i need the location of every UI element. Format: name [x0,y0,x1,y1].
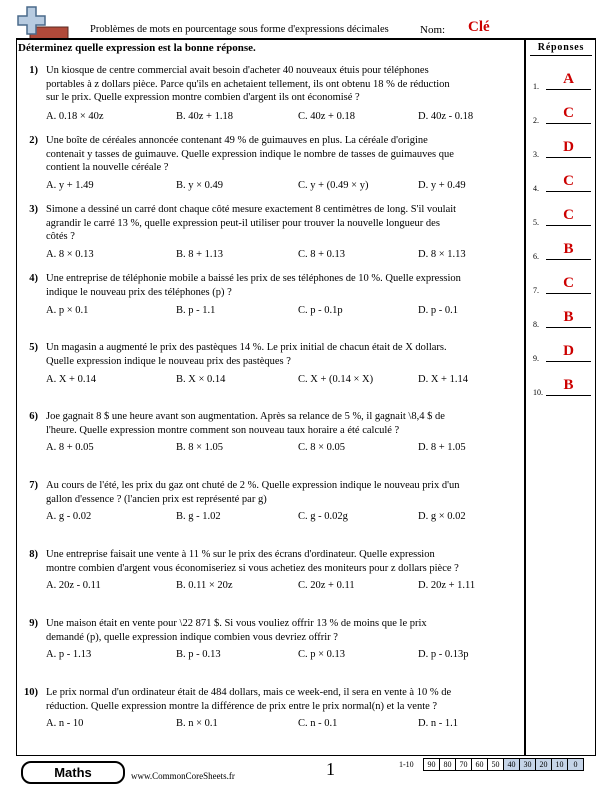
instructions: Déterminez quelle expression est la bonne réponse. [18,42,256,54]
choice-c[interactable]: C. X + (0.14 × X) [298,374,374,385]
question-text [46,64,520,105]
answer-number: 2. [533,116,539,125]
answer-row [527,199,595,229]
score-range-label: 1-10 [399,760,414,769]
score-cell: 30 [519,758,536,771]
answer-number: 4. [533,184,539,193]
choices [46,579,520,593]
question-line: Au cours de l'été, les prix du gaz ont chuté de 2 %. Quelle expression indique le nouveau prix d'un [46,480,460,491]
choice-b[interactable]: B. g - 1.02 [176,511,221,522]
choice-b[interactable]: B. y × 0.49 [176,180,224,191]
question-text [46,134,520,175]
choice-d[interactable]: D. 20z + 1.11 [418,580,476,591]
choice-b[interactable]: B. 40z + 1.18 [176,111,233,122]
choice-a[interactable]: A. g - 0.02 [46,511,92,522]
question-line: Simone a dessiné un carré dont chaque côté mesure exactement 8 centimètres de long. S'il voulait [46,204,457,215]
name-label: Nom: [420,24,446,36]
question-number: 7) [29,480,38,491]
choices [46,717,520,731]
question-text [46,548,520,575]
answer-line[interactable] [546,123,591,124]
choices [46,179,520,193]
answer-line[interactable] [546,293,591,294]
question-line: contient la nouvelle céréale ? [46,162,169,173]
answer-row [527,267,595,297]
answer-letter: B [563,241,574,257]
choice-a[interactable]: A. n - 10 [46,718,84,729]
choice-b[interactable]: B. 0.11 × 20z [176,580,233,591]
answer-row [527,165,595,195]
question-number: 9) [29,618,38,629]
answer-letter: D [563,139,574,155]
score-cell: 50 [487,758,504,771]
answer-letter: C [563,207,574,223]
question-line: Une maison était en vente pour \22 871 $. Si vous vouliez offrir 13 % de moins que le prix [46,618,427,629]
choice-a[interactable]: A. 8 + 0.05 [46,442,94,453]
question-text [46,617,520,644]
question-line: portables à z dollars pièce. Parce qu'ils en achetaient tellement, ils ont obtenu 18 % de réduction [46,78,450,90]
answer-line[interactable] [546,157,591,158]
choice-b[interactable]: B. p - 0.13 [176,649,221,660]
choice-b[interactable]: B. 8 × 1.05 [176,442,224,453]
answer-key-label: Clé [468,19,490,35]
score-cell: 40 [503,758,520,771]
choice-b[interactable]: B. 8 + 1.13 [176,249,224,260]
choice-a[interactable]: A. 20z - 0.11 [46,580,101,591]
choice-b[interactable]: B. n × 0.1 [176,718,218,729]
answer-number: 1. [533,82,539,91]
page-number: 1 [326,759,335,779]
answer-row [527,233,595,263]
answer-row [527,97,595,127]
score-table [424,758,584,770]
score-cell: 70 [455,758,472,771]
answer-letter: B [563,377,574,393]
question-line: demandé (p), quelle expression indique combien vous devriez offrir ? [46,631,338,643]
answer-number: 7. [533,286,539,295]
answer-column [527,40,595,756]
choice-d[interactable]: D. g × 0.02 [418,511,466,522]
worksheet-title: Problèmes de mots en pourcentage sous forme d'expressions décimales [90,24,389,35]
answer-number: 5. [533,218,539,227]
choice-b[interactable]: B. X × 0.14 [176,374,226,385]
choice-c[interactable]: C. n - 0.1 [298,718,338,729]
choice-d[interactable]: D. y + 0.49 [418,180,466,191]
question-line: indique le nouveau prix des téléphones (p) ? [46,286,232,298]
question-number: 8) [29,549,38,560]
choice-b[interactable]: B. p - 1.1 [176,305,216,316]
choice-a[interactable]: A. X + 0.14 [46,374,96,385]
score-cell: 60 [471,758,488,771]
question-line: côtés ? [46,231,75,242]
choice-c[interactable]: C. 20z + 0.11 [298,580,355,591]
choice-c[interactable]: C. p - 0.1p [298,305,343,316]
answers-heading-rule [530,55,592,56]
question-line: Un magasin a augmenté le prix des pastèques 14 %. Le prix initial de chacun était de X dollars. [46,342,447,353]
choice-d[interactable]: D. 8 + 1.05 [418,442,466,453]
question-line: Joe gagnait 8 $ une heure avant son augmentation. Après sa relance de 5 %, il gagnait \8,4 $ de [46,411,445,422]
answer-number: 9. [533,354,539,363]
answer-letter: C [563,173,574,189]
choice-a[interactable]: A. p - 1.13 [46,649,92,660]
question-text [46,341,520,368]
answer-line[interactable] [546,89,591,90]
question-text [46,203,520,244]
score-cell: 10 [551,758,568,771]
answer-row [527,131,595,161]
choice-c[interactable]: C. 40z + 0.18 [298,111,355,122]
choice-a[interactable]: A. 0.18 × 40z [46,111,104,122]
score-cell: 80 [439,758,456,771]
choices [46,304,520,318]
question-number: 10) [24,687,38,698]
question-text [46,410,520,437]
question-line: Le prix normal d'un ordinateur était de 484 dollars, mais ce week-end, il sera en vente à 10 % de [46,687,452,698]
question-line: agrandir le carré 13 %, quelle expression peut-il utiliser pour trouver la nouvelle longueur des [46,217,440,229]
choice-d[interactable]: D. 8 × 1.13 [418,249,466,260]
answer-letter: B [563,309,574,325]
choices [46,648,520,662]
answer-number: 3. [533,150,539,159]
choice-d[interactable]: D. p - 0.1 [418,305,458,316]
question-line: l'heure. Quelle expression montre comment son nouveau taux horaire a été calculé ? [46,424,400,436]
question-line: Une entreprise faisait une vente à 11 % sur le prix des écrans d'ordinateur. Quelle expression [46,549,435,560]
answer-letter: A [563,71,574,87]
choice-d[interactable]: D. X + 1.14 [418,374,468,385]
score-cell: 0 [567,758,584,771]
question-line: réduction. Quelle expression montre la différence de prix entre le prix normal(n) et la vente ? [46,700,438,712]
question-number: 2) [29,135,38,146]
answer-row [527,301,595,331]
answer-line[interactable] [546,225,591,226]
choice-d[interactable]: D. p - 0.13p [418,649,469,660]
answer-row [527,63,595,93]
answer-letter: C [563,105,574,121]
answer-line[interactable] [546,191,591,192]
answer-line[interactable] [546,395,591,396]
question-number: 3) [29,204,38,215]
score-cell: 90 [423,758,440,771]
question-text [46,686,520,713]
answers-heading: Réponses [537,42,585,53]
question-text [46,479,520,506]
answer-letter: D [563,343,574,359]
question-line: Un kiosque de centre commercial avait besoin d'acheter 40 nouveaux étuis pour téléphones [46,65,429,76]
answer-number: 8. [533,320,539,329]
choice-a[interactable]: A. 8 × 0.13 [46,249,94,260]
choices [46,441,520,455]
question-number: 1) [29,65,38,76]
question-line: Une entreprise de téléphonie mobile a baissé les prix de ses téléphones de 10 %. Quelle expression [46,273,461,284]
question-line: montre combien d'argent vous économiseriez si vous achetiez des moniteurs pour z dollars pièce ? [46,562,459,574]
choice-c[interactable]: C. 8 + 0.13 [298,249,346,260]
footer [16,758,596,784]
question-line: Une boîte de céréales annoncée contenant 49 % de guimauves en plus. La céréale d'origine [46,135,428,146]
choice-d[interactable]: D. 40z - 0.18 [418,111,474,122]
subject-badge: Maths [21,761,125,784]
question-number: 6) [29,411,38,422]
answer-number: 10. [533,388,543,397]
answer-line[interactable] [546,259,591,260]
choices [46,510,520,524]
question-line: gallon d'essence ? (l'ancien prix est représenté par g) [46,493,267,505]
choice-c[interactable]: C. 8 × 0.05 [298,442,346,453]
site-url[interactable]: www.CommonCoreSheets.fr [131,771,235,781]
choice-a[interactable]: A. p × 0.1 [46,305,89,316]
question-line: Quelle expression indique le nouveau prix des pastèques ? [46,355,291,367]
answer-row [527,335,595,365]
question-text [46,272,520,299]
answer-line[interactable] [546,361,591,362]
choice-c[interactable]: C. p × 0.13 [298,649,346,660]
question-number: 5) [29,342,38,353]
score-cell: 20 [535,758,552,771]
question-line: contenait y tasses de guimauve. Quelle expression indique le nombre de tasses de guimauves que [46,148,454,160]
question-line: sur le prix. Quelle expression montre combien d'argent ils ont économisé ? [46,92,360,103]
answer-row [527,369,595,399]
choices [46,110,520,124]
answer-number: 6. [533,252,539,261]
choice-d[interactable]: D. n - 1.1 [418,718,458,729]
choices [46,248,520,262]
choices [46,373,520,387]
answer-line[interactable] [546,327,591,328]
answer-column-divider [524,40,526,756]
choice-c[interactable]: C. y + (0.49 × y) [298,180,369,191]
choice-c[interactable]: C. g - 0.02g [298,511,348,522]
question-number: 4) [29,273,38,284]
choice-a[interactable]: A. y + 1.49 [46,180,94,191]
answer-letter: C [563,275,574,291]
